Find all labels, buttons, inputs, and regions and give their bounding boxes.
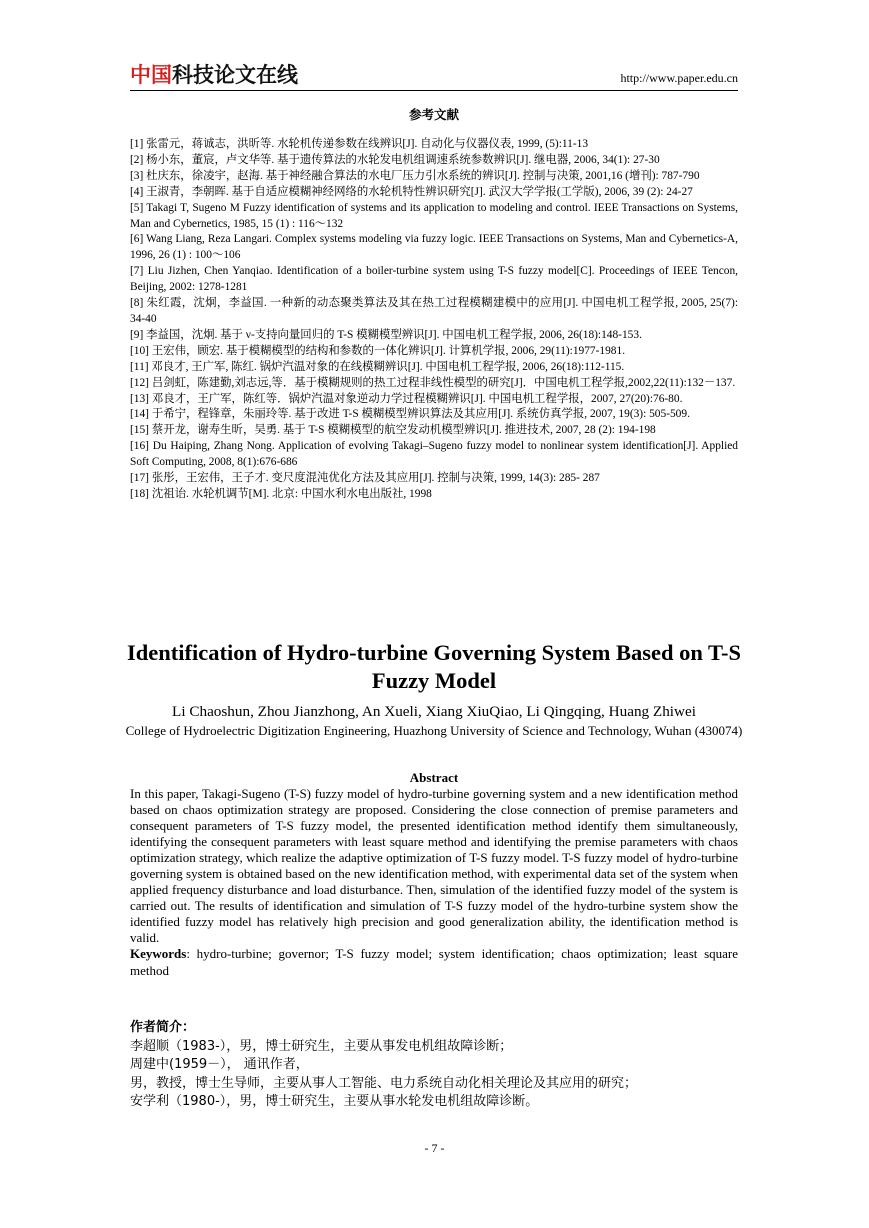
header-rule xyxy=(130,90,738,91)
abstract-section xyxy=(130,786,738,979)
reference-item: [14] 于希宁，程锋章，朱丽玲等. 基于改进 T-S 模糊模型辨识算法及其应用[J]. 系统仿真学报, 2007, 19(3): 505-509. xyxy=(130,408,690,421)
bio-heading: 作者简介： xyxy=(130,1020,196,1035)
bio-line: 安学利（1980-），男，博士研究生，主要从事水轮发电机组故障诊断。 xyxy=(130,1094,539,1109)
bio-line: 周建中(1959－）， 通讯作者， xyxy=(130,1057,309,1072)
keywords-label: Keywords xyxy=(130,946,187,962)
paper-affiliation: College of Hydroelectric Digitization Engineering, Huazhong University of Science and Technology, Wuhan (430074) xyxy=(125,723,743,738)
abstract-body: In this paper, Takagi-Sugeno (T-S) fuzzy model of hydro-turbine governing system and a new identification method based on chaos optimization strategy are proposed. Considering the close connection of premise parameters and consequent parameters of T-S fuzzy model, the presented identification method identify them simultaneously, identifying the consequent parameters with least square method and identifying the premise parameters with chaos optimization strategy, which realize the adaptive optimization of T-S fuzzy model. T-S fuzzy model of hydro-turbine governing system is obtained based on the new identification method, with experimental data set of the system when applied frequency disturbance and load disturbance. Then, simulation of the identified fuzzy model of the system is carried out. The results of identification and simulation of T-S fuzzy model of the hydro-turbine system show the identified fuzzy model has relatively high precision and good generalization ability, the identification method is valid. xyxy=(130,786,738,946)
journal-logo xyxy=(130,62,298,88)
reference-item: [11] 邓良才, 王广军, 陈红. 锅炉汽温对象的在线模糊辨识[J]. 中国电机工程学报, 2006, 26(18):112-115. xyxy=(130,360,625,373)
keywords-line xyxy=(130,946,738,978)
reference-item: [5] Takagi T, Sugeno M Fuzzy identification of systems and its application to modeling and control. IEEE Transactions on Systems, Man and Cybernetics, 1985, 15 (1) : 116～132 xyxy=(130,201,738,230)
abstract-title: Abstract xyxy=(409,770,459,785)
reference-item: [8] 朱红霞，沈炯，李益国. 一种新的动态聚类算法及其在热工过程模糊建模中的应用[J]. 中国电机工程学报, 2005, 25(7): 34-40 xyxy=(130,297,738,325)
reference-item: [15] 蔡开龙，谢寿生昕，吴勇. 基于 T-S 模糊模型的航空发动机模型辨识[J]. 推进技术, 2007, 28 (2): 194-198 xyxy=(130,424,656,437)
reference-item: [9] 李益国，沈炯. 基于 ν-支持向量回归的 T-S 模糊模型辨识[J]. 中国电机工程学报, 2006, 26(18):148-153. xyxy=(130,328,642,341)
header-url[interactable]: http://www.paper.edu.cn xyxy=(620,71,738,85)
references-title: 参考文献 xyxy=(408,107,459,122)
reference-item: [2] 杨小东，董宸，卢文华等. 基于遗传算法的水轮发电机组调速系统参数辨识[J]. 继电器, 2006, 34(1): 27-30 xyxy=(130,153,660,166)
reference-item: [3] 杜庆东，徐凌宇，赵海. 基于神经融合算法的水电厂压力引水系统的辨识[J]. 控制与决策, 2001,16 (增刊): 787-790 xyxy=(130,169,700,182)
reference-item: [7] Liu Jizhen, Chen Yanqiao. Identification of a boiler-turbine system using T-S fuzzy model[C]. Proceedings of IEEE Tencon, Beijing, 2002: 1278-1281 xyxy=(130,265,738,294)
bio-line: 李超顺（1983-），男，博士研究生，主要从事发电机组故障诊断； xyxy=(130,1038,513,1054)
reference-item: [4] 王淑青，李朝晖. 基于自适应模糊神经网络的水轮机特性辨识研究[J]. 武汉大学学报(工学版), 2006, 39 (2): 24-27 xyxy=(130,185,693,198)
keywords-text: : hydro-turbine; governor; T-S fuzzy model; system identification; chaos optimization; least square method xyxy=(130,946,738,978)
paper-title: Identification of Hydro-turbine Governing System Based on T-S Fuzzy Model xyxy=(126,640,742,693)
reference-item: [18] 沈祖诒. 水轮机调节[M]. 北京: 中国水利水电出版社, 1998 xyxy=(130,487,432,500)
reference-list xyxy=(130,137,738,503)
reference-item: [12] 吕剑虹，陈建勤,刘志远,等．基于模糊规则的热工过程非线性模型的研究[J]．中国电机工程学报,2002,22(11):132－137. xyxy=(130,376,736,389)
paper-authors: Li Chaoshun, Zhou Jianzhong, An Xueli, Xiang XiuQiao, Li Qingqing, Huang Zhiwei xyxy=(172,703,696,720)
reference-item: [16] Du Haiping, Zhang Nong. Application of evolving Takagi–Sugeno fuzzy model to nonlinear system identification[J]. Applied Soft Computing, 2008, 8(1):676-686 xyxy=(130,440,738,469)
author-bio xyxy=(130,1019,738,1112)
logo-red-text: 中国 xyxy=(130,63,172,87)
reference-item: [17] 张彤，王宏伟，王子才. 变尺度混沌优化方法及其应用[J]. 控制与决策, 1999, 14(3): 285- 287 xyxy=(130,472,600,485)
reference-item: [1] 张雷元，蒋诚志，洪昕等. 水轮机传递参数在线辨识[J]. 自动化与仪器仪表, 1999, (5):11-13 xyxy=(130,138,589,150)
reference-item: [10] 王宏伟，顾宏. 基于模糊模型的结构和参数的一体化辨识[J]. 计算机学报, 2006, 29(11):1977-1981. xyxy=(130,344,626,357)
bio-line: 男，教授，博士生导师，主要从事人工智能、电力系统自动化相关理论及其应用的研究； xyxy=(130,1075,638,1091)
reference-item: [13] 邓良才，王广军，陈红等．锅炉汽温对象逆动力学过程模糊辨识[J]. 中国电机工程学报，2007, 27(20):76-80. xyxy=(130,392,683,405)
logo-black-text: 科技论文在线 xyxy=(172,63,298,87)
page-number: - 7 - xyxy=(424,1141,445,1155)
page-header xyxy=(130,62,738,88)
reference-item: [6] Wang Liang, Reza Langari. Complex systems modeling via fuzzy logic. IEEE Transactions on Systems, Man and Cybernetics-A, 1996, 26 (1) : 100～106 xyxy=(130,233,738,262)
